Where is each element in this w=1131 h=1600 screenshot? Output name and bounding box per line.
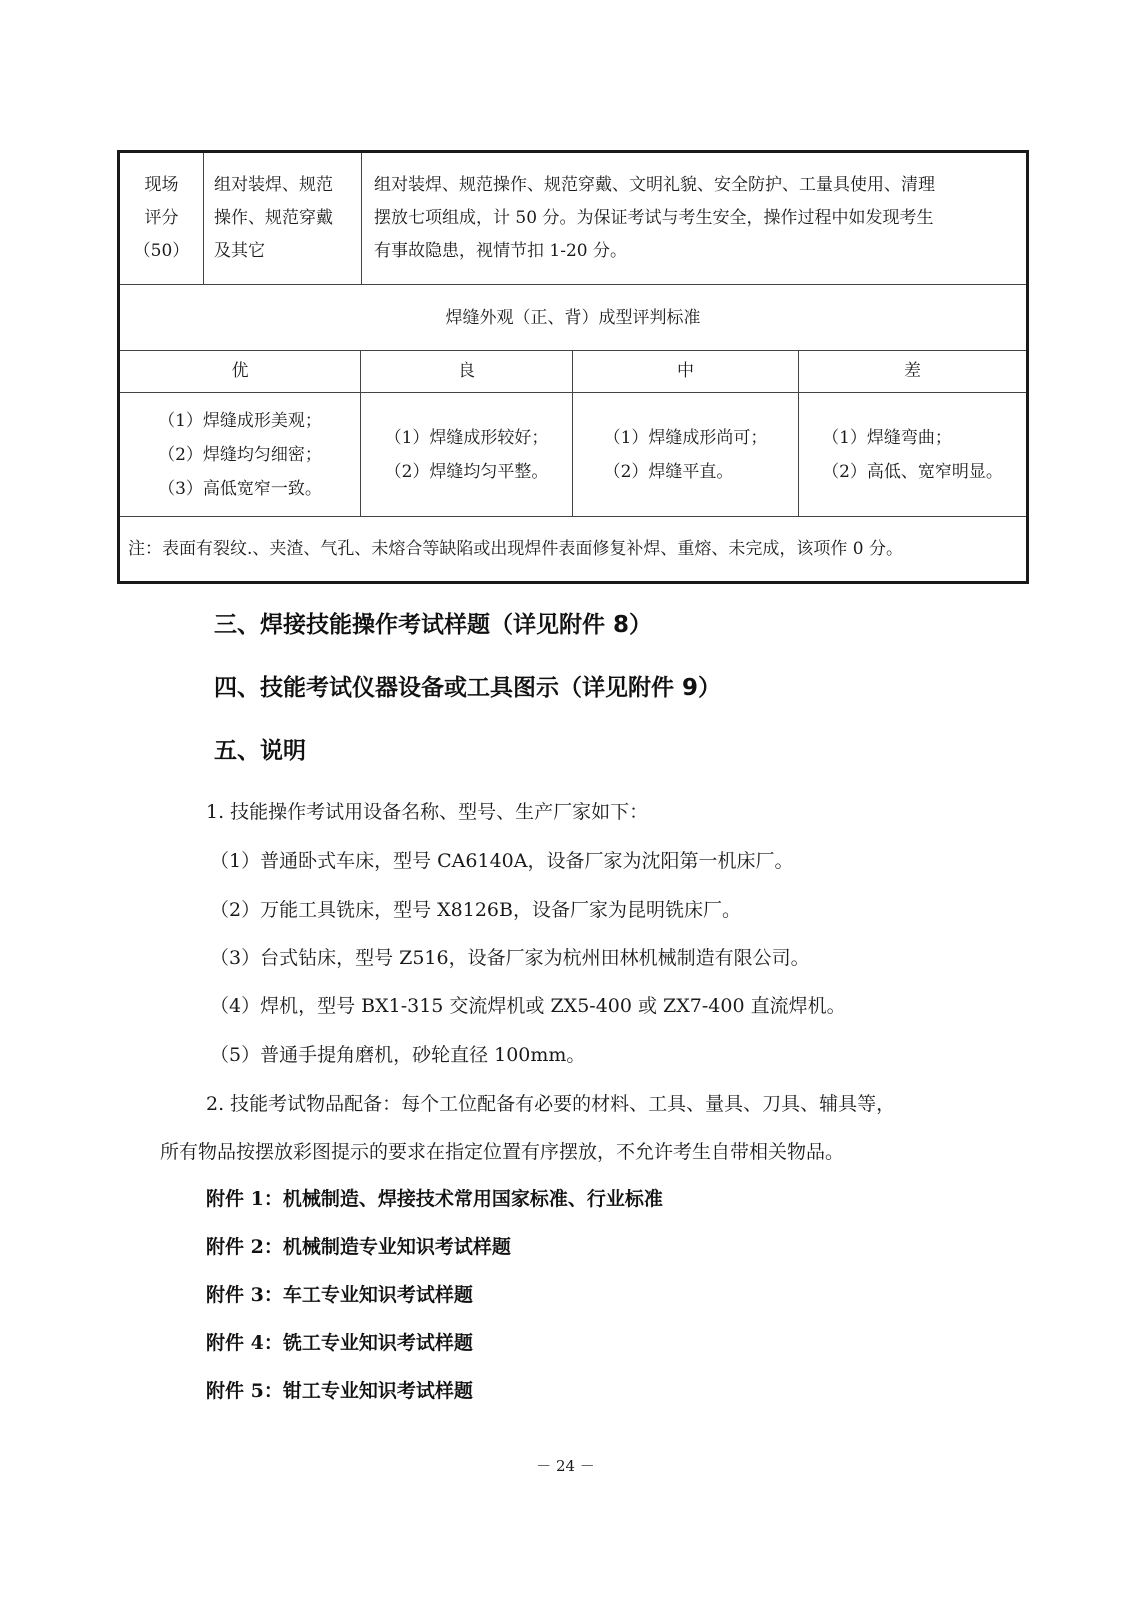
table-row-section-title [120,285,1026,351]
table-row-grade-criteria [120,393,1026,517]
grade-header-good: 良 [361,351,573,392]
list-item: （4）焊机，型号 BX1-315 交流焊机或 ZX5-400 或 ZX7-400 直流焊机。 [210,995,846,1017]
table-row-grade-headers [120,351,1026,393]
list-item: （1）普通卧式车床，型号 CA6140A，设备厂家为沈阳第一机床厂。 [210,850,794,872]
attachment-item: 附件 5：钳工专业知识考试样题 [206,1380,473,1402]
paragraph-equipment-intro: 1. 技能操作考试用设备名称、型号、生产厂家如下： [206,801,649,823]
grade-header-poor: 差 [904,361,921,381]
grade-header-fair: 中 [573,351,799,392]
item-cell: 组对装焊、规范 操作、规范穿戴 及其它 [204,153,362,284]
criteria-excellent: （1）焊缝成形美观； （2）焊缝均匀细密； （3）高低宽窄一致。 [120,393,361,516]
paragraph-supplies-line1: 2. 技能考试物品配备：每个工位配备有必要的材料、工具、量具、刀具、辅具等， [206,1093,896,1115]
attachment-item: 附件 2：机械制造专业知识考试样题 [206,1236,511,1258]
heading-section-3: 三、焊接技能操作考试样题（详见附件 8） [214,612,653,638]
list-item: （2）万能工具铣床，型号 X8126B，设备厂家为昆明铣床厂。 [210,899,741,921]
page-number: － 24 － [536,1457,595,1475]
category-cell: 现场 评分 （50） [120,153,204,284]
criteria-poor: （1）焊缝弯曲； （2）高低、宽窄明显。 [822,427,1003,482]
paragraph-supplies-line2: 所有物品按摆放彩图提示的要求在指定位置有序摆放，不允许考生自带相关物品。 [160,1141,845,1163]
list-item: （3）台式钻床，型号 Z516，设备厂家为杭州田林机械制造有限公司。 [210,947,810,969]
list-item: （5）普通手提角磨机，砂轮直径 100mm。 [210,1044,586,1066]
table-row-note [120,517,1026,581]
heading-section-4: 四、技能考试仪器设备或工具图示（详见附件 9） [214,675,722,701]
table-note: 注：表面有裂纹.、夹渣、气孔、未熔合等缺陷或出现焊件表面修复补焊、重熔、未完成，该项作 0 分。 [128,539,904,559]
heading-section-5: 五、说明 [214,738,306,764]
criteria-good: （1）焊缝成形较好； （2）焊缝均匀平整。 [361,393,573,516]
criteria-fair: （1）焊缝成形尚可； （2）焊缝平直。 [573,393,799,516]
attachment-item: 附件 1：机械制造、焊接技术常用国家标准、行业标准 [206,1188,663,1210]
section-title: 焊缝外观（正、背）成型评判标准 [445,308,701,328]
grade-header-excellent: 优 [120,351,361,392]
description-cell: 组对装焊、规范操作、规范穿戴、文明礼貌、安全防护、工量具使用、清理 摆放七项组成，计 50 分。为保证考试与考生安全，操作过程中如发现考生 有事故隐患，视情节扣 1-20 分。 [374,175,935,261]
evaluation-table [117,150,1029,584]
attachment-item: 附件 4：铣工专业知识考试样题 [206,1332,473,1354]
table-row-onsite-score [120,153,1026,285]
attachment-item: 附件 3：车工专业知识考试样题 [206,1284,473,1306]
